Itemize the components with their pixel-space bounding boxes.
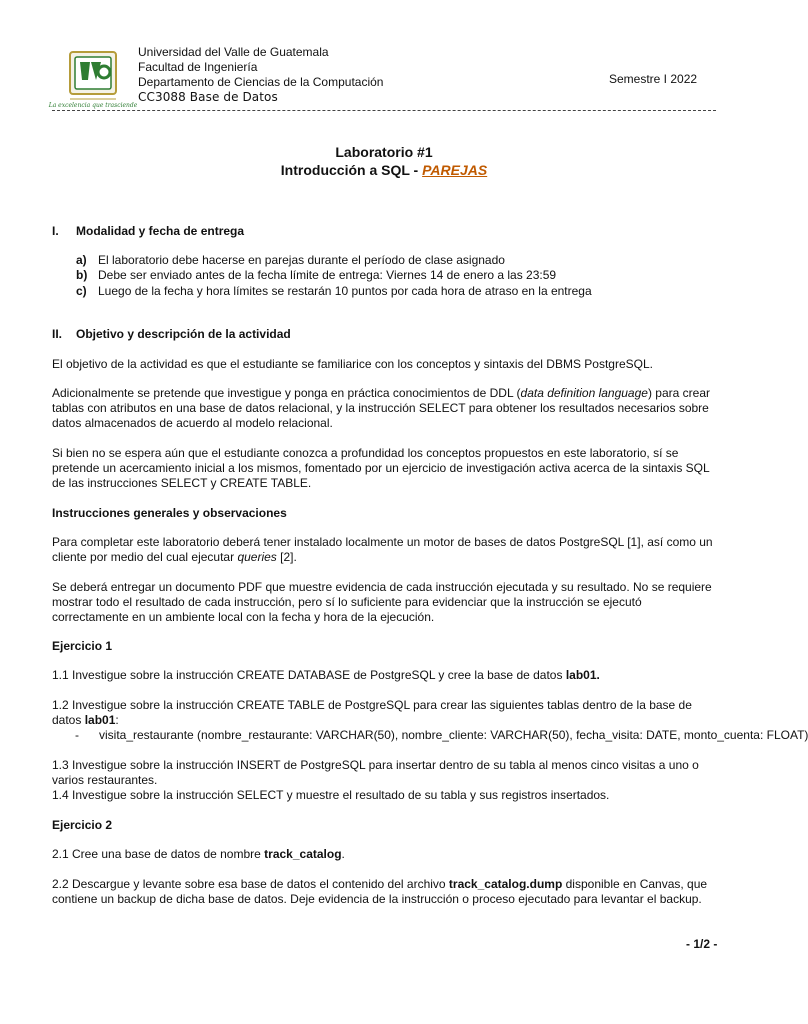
- exercise-step: 1.4 Investigue sobre la instrucción SELECT y muestre el resultado de su tabla y sus registros insertados.: [52, 788, 610, 802]
- section-2-number: II.: [52, 327, 63, 341]
- paragraph: Adicionalmente se pretende que investigue y ponga en práctica conocimientos de DDL (data definition language) para crear tablas con atributos en una base de datos relacional, y la instrucción SELECT para obtener los resultados necesarios sobre datos almacenados de acuerdo al modelo relacional.: [52, 386, 710, 430]
- section-1-title: Modalidad y fecha de entrega: [76, 224, 245, 238]
- paragraph: El objetivo de la actividad es que el estudiante se familiarice con los conceptos y sintaxis del DBMS PostgreSQL.: [52, 357, 653, 371]
- exercise-1-heading: Ejercicio 1: [52, 639, 113, 653]
- section-2-title: Objetivo y descripción de la actividad: [76, 327, 291, 341]
- course-name: CC3088 Base de Datos: [138, 90, 278, 104]
- header-divider: [52, 110, 716, 111]
- logo-motto: La excelencia que trasciende: [48, 102, 138, 109]
- exercise-step: 1.3 Investigue sobre la instrucción INSERT de PostgreSQL para insertar dentro de su tabla al menos cinco visitas a uno o varios restaurantes.: [52, 758, 699, 787]
- exercise-2-heading: Ejercicio 2: [52, 818, 113, 832]
- exercise-step: 1.2 Investigue sobre la instrucción CREATE TABLE de PostgreSQL para crear las siguientes tablas dentro de la base de datos lab01:: [52, 698, 692, 727]
- list-item: a) El laboratorio debe hacerse en parejas durante el período de clase asignado: [76, 253, 505, 267]
- section-1-number: I.: [52, 224, 59, 238]
- list-item: c) Luego de la fecha y hora límites se restarán 10 puntos por cada hora de atraso en la entrega: [76, 284, 592, 298]
- exercise-step: 2.1 Cree una base de datos de nombre track_catalog.: [52, 847, 345, 861]
- section-1-heading: [52, 224, 244, 239]
- university-logo: [48, 50, 138, 110]
- section-2-heading: [52, 327, 291, 342]
- semester-label: Semestre I 2022: [609, 72, 698, 86]
- university-seal-icon: [48, 50, 138, 110]
- department-name: Departamento de Ciencias de la Computación: [138, 75, 384, 89]
- lab-title: Laboratorio #1: [335, 144, 433, 160]
- subtitle-prefix: Introducción a SQL -: [280, 162, 423, 178]
- faculty-name: Facultad de Ingeniería: [138, 60, 258, 74]
- instructions-heading: Instrucciones generales y observaciones: [52, 506, 287, 520]
- table-definition-bullet: - visita_restaurante (nombre_restaurante: VARCHAR(50), nombre_cliente: VARCHAR(50), fecha_visita: DATE, monto_cuenta: FLOAT): [75, 728, 808, 742]
- document-header: [138, 45, 383, 105]
- university-name: Universidad del Valle de Guatemala: [138, 45, 329, 59]
- exercise-step: 2.2 Descargue y levante sobre esa base de datos el contenido del archivo track_catalog.dump disponible en Canvas, que contiene un backup de dicha base de datos. Deje evidencia de la instrucción o proceso ejecutado para levantar el backup.: [52, 877, 708, 906]
- paragraph: Para completar este laboratorio deberá tener instalado localmente un motor de bases de datos PostgreSQL [1], así como un cliente por medio del cual ejecutar queries [2].: [52, 535, 713, 564]
- exercise-step: 1.1 Investigue sobre la instrucción CREATE DATABASE de PostgreSQL y cree la base de datos lab01.: [52, 668, 600, 682]
- lab-subtitle: [0, 163, 768, 178]
- subtitle-highlight: PAREJAS: [422, 162, 488, 178]
- list-item: b) Debe ser enviado antes de la fecha límite de entrega: Viernes 14 de enero a las 23:59: [76, 268, 557, 282]
- page-number: - 1/2 -: [686, 937, 718, 951]
- paragraph: Se deberá entregar un documento PDF que muestre evidencia de cada instrucción ejecutada y su resultado. No se requiere mostrar todo el resultado de cada instrucción, pero sí lo suficiente para evidenciar que la instrucción se ejecutó correctamente en un ambiente local con la fecha y hora de la ejecución.: [52, 580, 712, 624]
- paragraph: Si bien no se espera aún que el estudiante conozca a profundidad los conceptos propuestos en este laboratorio, sí se pretende un acercamiento inicial a los mismos, fomentado por un ejercicio de investigación activa acerca de la sintaxis SQL de las instrucciones SELECT y CREATE TABLE.: [52, 446, 710, 490]
